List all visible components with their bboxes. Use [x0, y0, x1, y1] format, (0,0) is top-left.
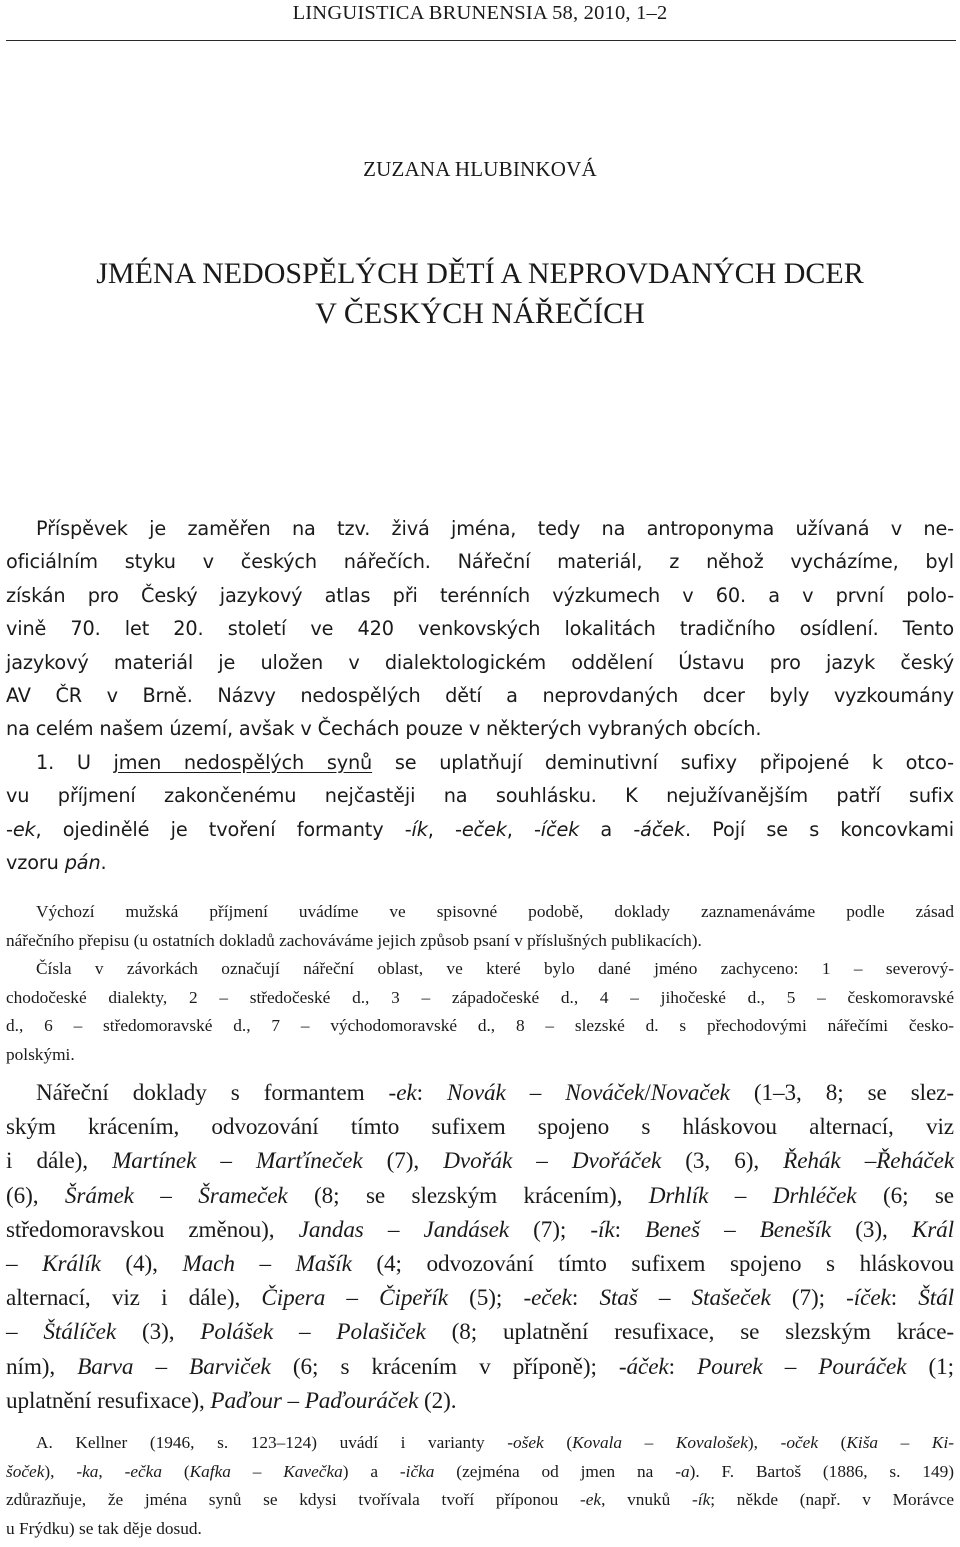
- author-name: ZUZANA HLUBINKOVÁ: [363, 157, 597, 181]
- note-line: Čísla v závorkách označují nářeční oblast, ve které bylo dané jméno zachyceno: 1 – severový-: [36, 959, 954, 979]
- note-paragraph-1: [6, 898, 954, 1070]
- abstract-line: AV ČR v Brně. Názvy nedospělých dětí a neprovdaných dcer byly vyzkoumány: [6, 684, 954, 708]
- abstract-line: získán pro Český jazykový atlas při terénních výzkumech v 60. a v první polo-: [6, 583, 954, 607]
- body-line: uplatnění resufixace), Paďour – Paďouráček (2).: [6, 1387, 457, 1414]
- abstract-line: vzoru pán.: [6, 851, 107, 875]
- abstract-line: Příspěvek je zaměřen na tzv. živá jména, tedy na antroponyma užívaná v ne-: [36, 517, 954, 540]
- article-title: [0, 254, 960, 334]
- body-line: Nářeční doklady s formantem -ek: Novák – Nováček/Novaček (1–3, 8; se slez-: [36, 1080, 954, 1106]
- running-header: LINGUISTICA BRUNENSIA 58, 2010, 1–2: [292, 2, 668, 24]
- abstract-line: 1. U jmen nedospělých synů se uplatňují deminutivní sufixy připojené k otco-: [36, 750, 954, 774]
- body-line: středomoravskou změnou), Jandas – Jandásek (7); -ík: Beneš – Benešík (3), Král: [6, 1216, 954, 1243]
- body-line: ským krácením, odvozování tímto sufixem spojeno s hláskovou alternací, viz: [6, 1114, 954, 1141]
- body-paragraph: [6, 1076, 954, 1418]
- abstract-line: vině 70. let 20. století ve 420 venkovských lokalitách tradičního osídlení. Tento: [6, 617, 954, 641]
- title-line-1: JMÉNA NEDOSPĚLÝCH DĚTÍ A NEPROVDANÝCH DCER: [96, 257, 864, 290]
- body-line: (6), Šrámek – Šrameček (8; se slezským krácením), Drhlík – Drhléček (6; se: [6, 1182, 954, 1209]
- abstract-line: jazykový materiál je uložen v dialektologickém oddělení Ústavu pro jazyk český: [6, 650, 954, 674]
- body-line: – Králík (4), Mach – Mašík (4; odvozování tímto sufixem spojeno s hláskovou: [6, 1251, 955, 1278]
- note-paragraph-2: [6, 1429, 954, 1543]
- note-line: zdůrazňuje, že jména synů se kdysi tvořívala tvoří příponou -ek, vnuků -ík; někde (např. v Morávce: [6, 1490, 955, 1510]
- abstract-line: oficiálním styku v českých nářečích. Nářeční materiál, z něhož vycházíme, byl: [6, 550, 954, 574]
- note-line: šoček), -ka, -ečka (Kafka – Kavečka) a -ička (zejména od jmen na -a). F. Bartoš (1886, s. 149): [6, 1461, 954, 1481]
- note-line: u Frýdku) se tak děje dosud.: [6, 1518, 202, 1538]
- title-line-2: V ČESKÝCH NÁŘEČÍCH: [315, 297, 645, 330]
- note-line: d., 6 – středomoravské d., 7 – východomoravské d., 8 – slezské d. s přechodovými nářečími česko-: [6, 1016, 954, 1036]
- abstract-paragraph: [6, 512, 954, 879]
- note-line: nářečního přepisu (u ostatních dokladů zachováváme jejich způsob psaní v příslušných publikacích).: [6, 930, 702, 950]
- note-line: chodočeské dialekty, 2 – středočeské d., 3 – západočeské d., 4 – jihočeské d., 5 – českomoravské: [6, 987, 954, 1007]
- abstract-line: vu příjmení zakončenému nejčastěji na souhlásku. K nejužívanějším patří sufix: [6, 784, 954, 808]
- abstract-line: -ek, ojedinělé je tvoření formanty -ík, -eček, -íček a -áček. Pojí se s koncovkami: [6, 817, 954, 841]
- note-line: Výchozí mužská příjmení uvádíme ve spisovné podobě, doklady zaznamenáváme podle zásad: [36, 902, 954, 921]
- header-rule: [6, 40, 956, 41]
- body-line: alternací, viz i dále), Čipera – Čipeřík (5); -eček: Staš – Stašeček (7); -íček: Štál: [6, 1285, 954, 1312]
- note-line: polskými.: [6, 1044, 75, 1064]
- note-line: A. Kellner (1946, s. 123–124) uvádí i varianty -ošek (Kovala – Kovalošek), -oček (Kiša – Ki-: [36, 1433, 955, 1452]
- abstract-line: na celém našem území, avšak v Čechách pouze v některých vybraných obcích.: [6, 717, 762, 741]
- body-line: ním), Barva – Barviček (6; s krácením v příponě); -áček: Pourek – Pouráček (1;: [6, 1353, 954, 1380]
- underlined-term: jmen nedospělých synů: [113, 750, 373, 774]
- body-line: – Štálíček (3), Polášek – Polašiček (8; uplatnění resufixace, se slezským kráce-: [6, 1319, 955, 1346]
- body-line: i dále), Martínek – Marťíneček (7), Dvořák – Dvořáček (3, 6), Řehák –Řeháček: [6, 1148, 955, 1175]
